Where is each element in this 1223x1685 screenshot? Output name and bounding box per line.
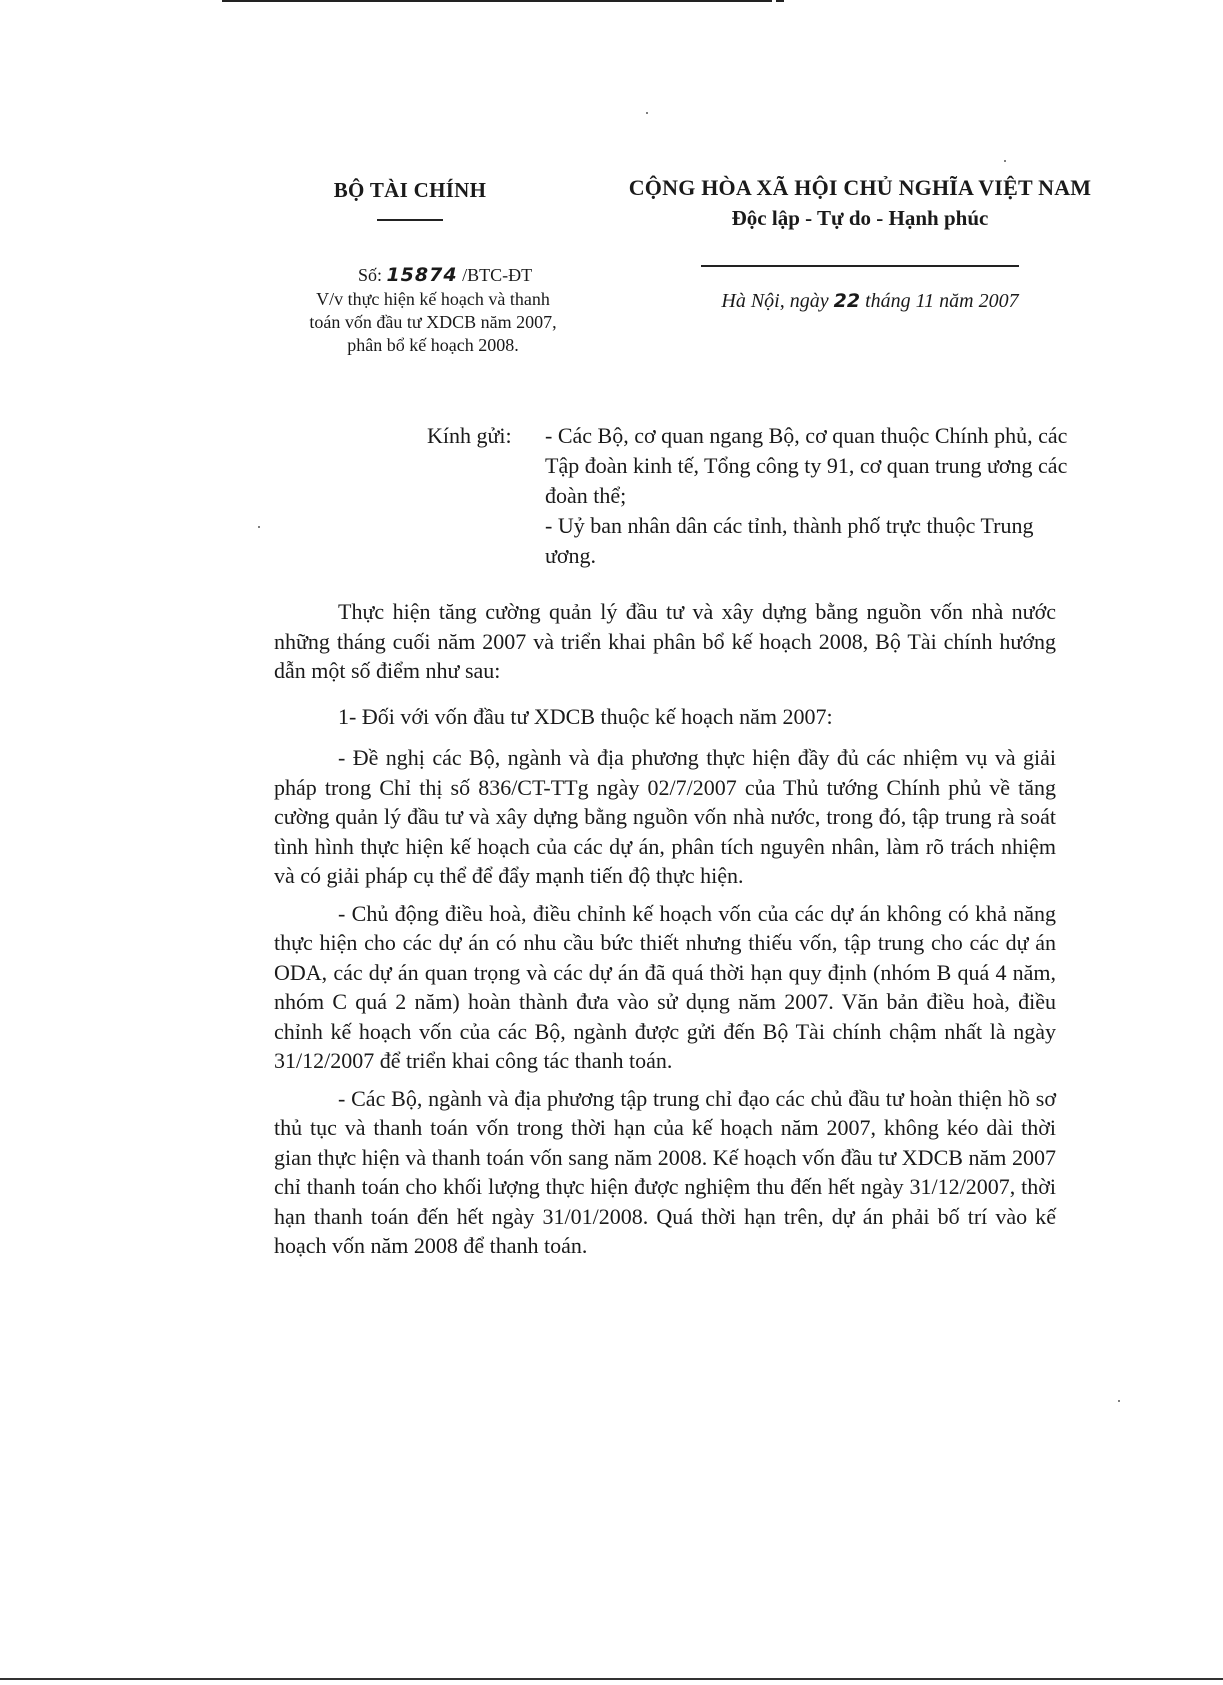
document-number	[280, 264, 610, 286]
section-1-heading: 1- Đối với vốn đầu tư XDCB thuộc kế hoạch năm 2007:	[338, 703, 833, 729]
national-motto: Độc lập - Tự do - Hạnh phúc	[731, 206, 989, 230]
number-suffix: /BTC-ĐT	[457, 265, 533, 285]
motto-underline	[701, 265, 1019, 267]
handwritten-month: 11	[915, 290, 935, 312]
document-body	[274, 597, 1056, 1269]
document-subject	[268, 288, 598, 357]
recipient-item: - Uỷ ban nhân dân các tỉnh, thành phố trực thuộc Trung ương.	[545, 513, 1034, 568]
bottom-border-line	[0, 1678, 1223, 1680]
recipients-list	[545, 421, 1075, 571]
scan-speck	[1004, 160, 1006, 162]
document-date	[640, 290, 1100, 313]
section-1-item: - Chủ động điều hoà, điều chỉnh kế hoạch vốn của các dự án không có khả năng thực hiện cho các dự án có nhu cầu bức thiết nhưng thiếu vốn, tập trung cho các dự án ODA, các dự án quan trọng và các dự án đã quá thời hạn quy định (nhóm B quá 4 năm, nhóm C quá 2 năm) hoàn thành đưa vào sử dụng năm 2007. Văn bản điều hoà, điều chỉnh kế hoạch vốn của các Bộ, ngành được gửi đến Bộ Tài chính chậm nhất là ngày 31/12/2007 để triển khai công tác thanh toán.	[274, 900, 1056, 1073]
scan-speck	[1118, 1400, 1120, 1402]
handwritten-number: 15874	[386, 264, 458, 286]
date-middle: tháng	[860, 290, 916, 312]
section-1-item: - Các Bộ, ngành và địa phương tập trung chỉ đạo các chủ đầu tư hoàn thiện hồ sơ thủ tục và thanh toán vốn trong thời hạn của kế hoạch năm 2007, không kéo dài thời gian thực hiện và thanh toán vốn sang năm 2008. Kế hoạch vốn đầu tư XDCB năm 2007 chỉ thanh toán cho khối lượng thực hiện được nghiệm thu đến hết ngày 31/12/2007, thời hạn thanh toán đến hết ngày 31/01/2008. Quá thời hạn trên, dự án phải bố trí vào kế hoạch vốn năm 2008 để thanh toán.	[274, 1085, 1056, 1258]
top-border-mark	[776, 0, 784, 2]
date-suffix: năm 2007	[934, 290, 1019, 312]
subject-line: V/v thực hiện kế hoạch và thanh	[316, 289, 550, 309]
top-border-line	[222, 0, 772, 2]
recipients-label: Kính gửi:	[427, 423, 512, 448]
number-prefix: Số:	[357, 265, 387, 285]
subject-line: phân bổ kế hoạch 2008.	[347, 335, 519, 355]
section-1-item: - Đề nghị các Bộ, ngành và địa phương thực hiện đầy đủ các nhiệm vụ và giải pháp trong Chỉ thị số 836/CT-TTg ngày 02/7/2007 của Thủ tướng Chính phủ về tăng cường quản lý đầu tư và xây dựng bằng nguồn vốn nhà nước, trong đó, tập trung rà soát tình hình thực hiện kế hoạch của các dự án, phân tích nguyên nhân, làm rõ trách nhiệm và có giải pháp cụ thể để đẩy mạnh tiến độ thực hiện.	[274, 745, 1056, 888]
intro-paragraph: Thực hiện tăng cường quản lý đầu tư và xây dựng bằng nguồn vốn nhà nước những tháng cuối năm 2007 và triển khai phân bổ kế hoạch 2008, Bộ Tài chính hướng dẫn một số điểm như sau:	[274, 599, 1056, 683]
handwritten-day: 22	[833, 290, 861, 312]
date-prefix: Hà Nội, ngày	[721, 290, 834, 312]
agency-name: BỘ TÀI CHÍNH	[333, 178, 487, 202]
nation-name: CỘNG HÒA XÃ HỘI CHỦ NGHĨA VIỆT NAM	[628, 175, 1092, 200]
agency-underline	[377, 219, 443, 221]
agency-block	[290, 178, 530, 221]
national-header-block	[600, 175, 1120, 267]
scan-speck	[258, 526, 260, 528]
recipient-item: - Các Bộ, cơ quan ngang Bộ, cơ quan thuộc Chính phủ, các Tập đoàn kinh tế, Tổng công ty 91, cơ quan trung ương các đoàn thể;	[545, 423, 1068, 508]
scan-speck	[646, 112, 648, 114]
subject-line: toán vốn đầu tư XDCB năm 2007,	[309, 312, 557, 332]
